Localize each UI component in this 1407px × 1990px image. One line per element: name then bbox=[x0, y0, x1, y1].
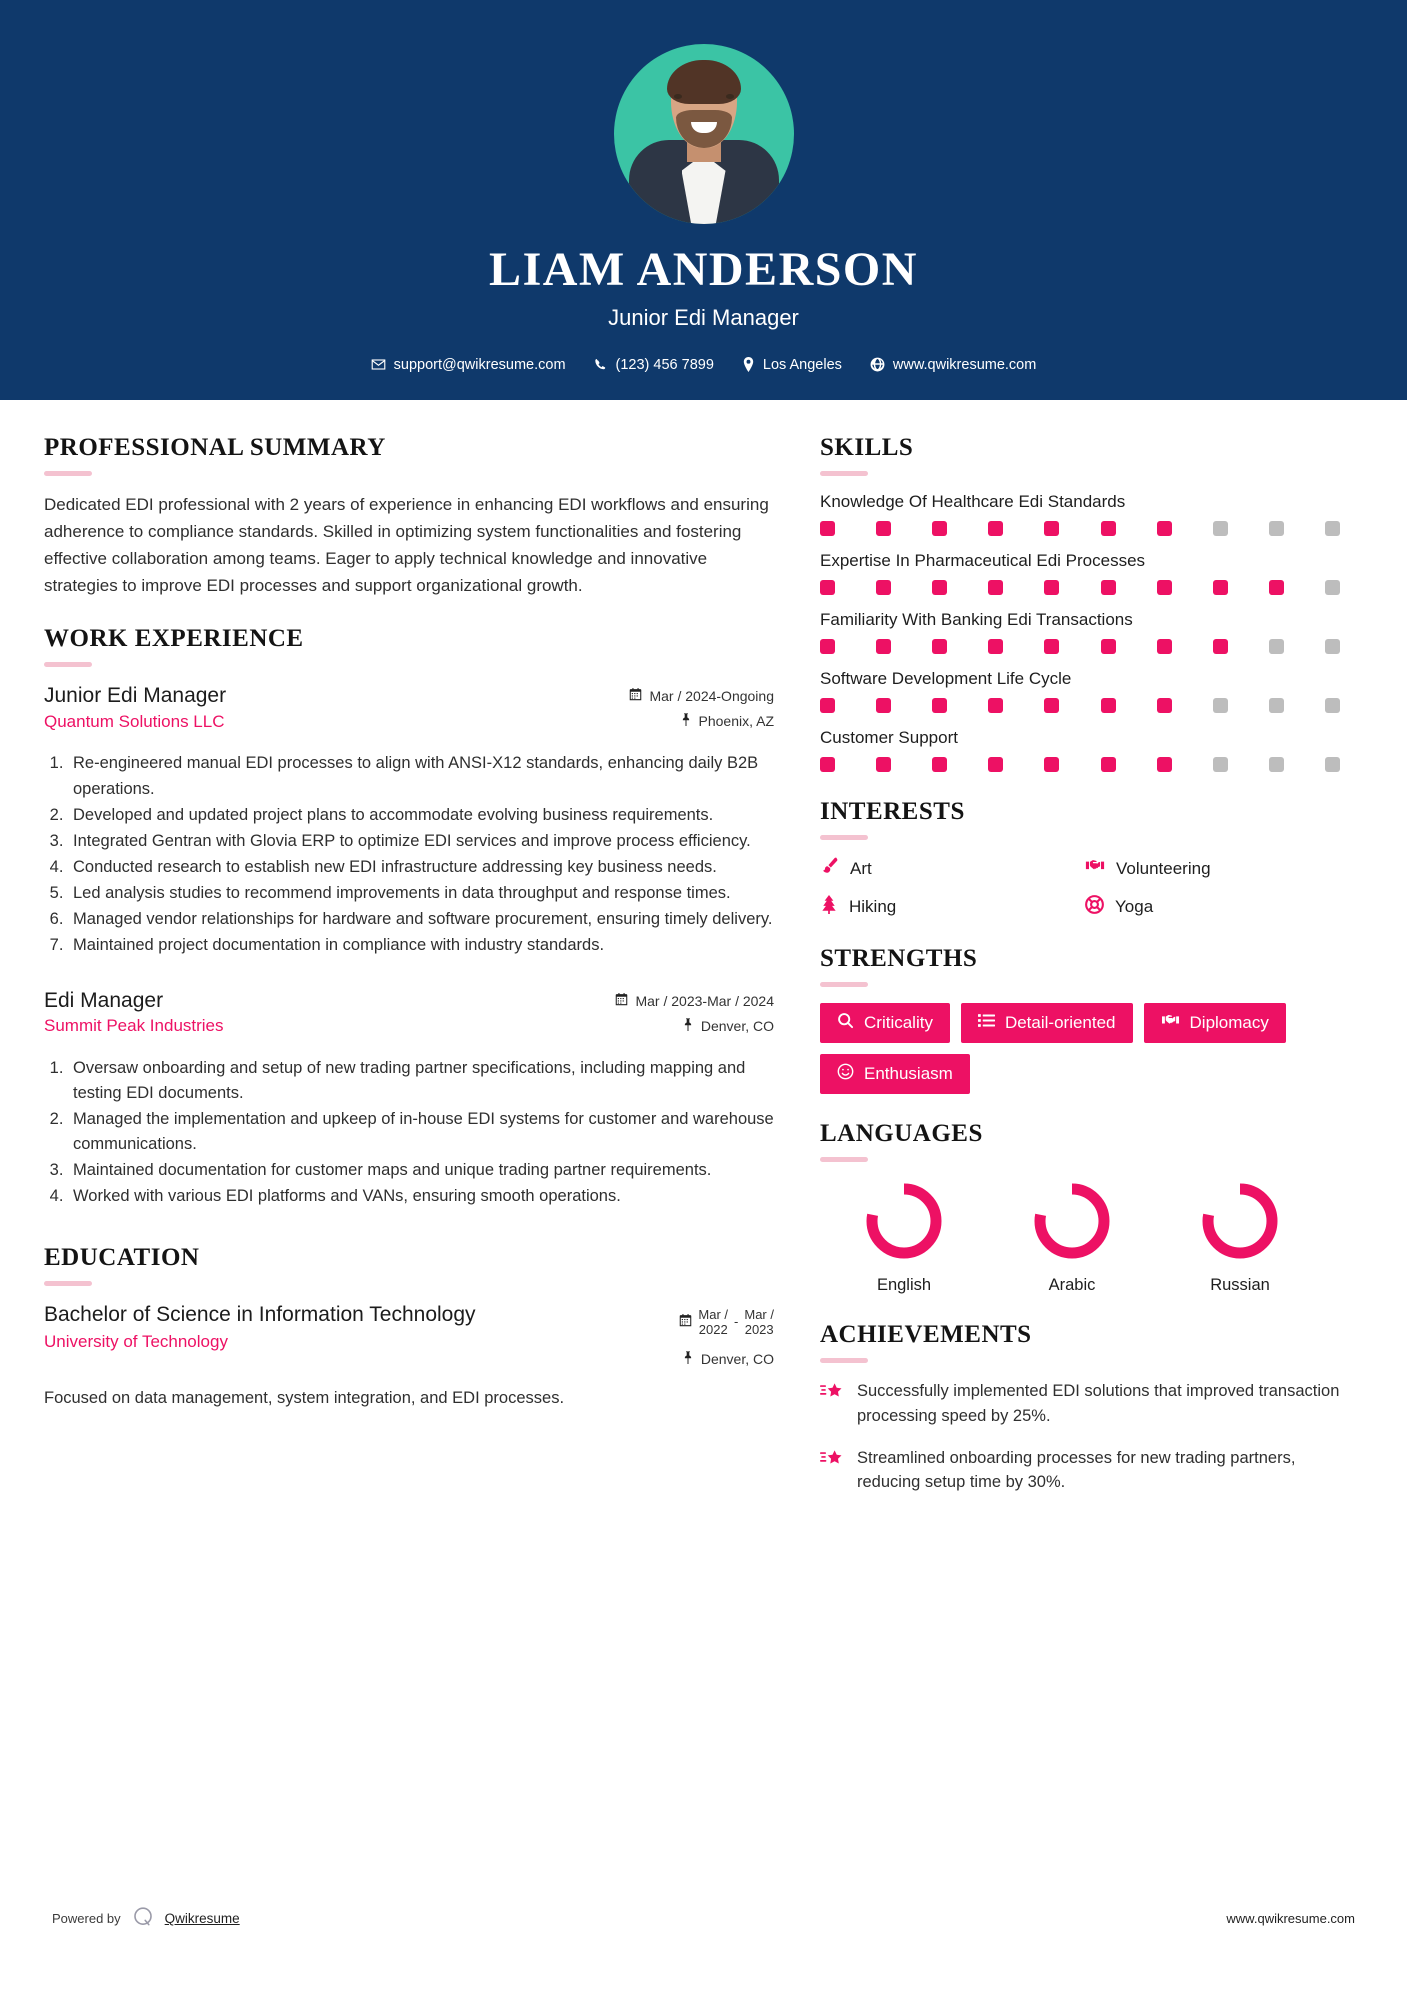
interest-item-volunteering bbox=[1085, 856, 1340, 881]
education-start bbox=[698, 1307, 728, 1338]
education-meta bbox=[679, 1302, 774, 1377]
section-rule bbox=[44, 471, 92, 476]
experience-location: Denver, CO bbox=[700, 1018, 774, 1035]
powered-by-label: Powered by bbox=[52, 1911, 121, 1926]
language-item-arabic bbox=[988, 1178, 1156, 1295]
section-rule bbox=[820, 471, 868, 476]
shooting-star-icon bbox=[820, 1449, 844, 1476]
skill-dot bbox=[1044, 580, 1059, 595]
section-rule bbox=[820, 835, 868, 840]
skill-rating bbox=[820, 698, 1340, 713]
experience-location-line bbox=[615, 1018, 774, 1034]
skill-dot bbox=[820, 757, 835, 772]
skill-dot bbox=[988, 580, 1003, 595]
summary-text: Dedicated EDI professional with 2 years of experience in enhancing EDI workflows and ensuring adherence to compliance standards. Skilled in optimizing system functionalities and fostering effective collaboration among teams. Eager to apply technical knowledge and innovative strategies to improve EDI processes and support organizational growth. bbox=[44, 495, 769, 595]
skill-dot bbox=[1044, 698, 1059, 713]
skill-rating bbox=[820, 639, 1340, 654]
contact-website-text: www.qwikresume.com bbox=[892, 356, 1037, 373]
section-title-strengths: STRENGTHS bbox=[820, 945, 978, 972]
skill-dot bbox=[1157, 639, 1172, 654]
experience-left bbox=[44, 988, 224, 1036]
skill-label: Knowledge Of Healthcare Edi Standards bbox=[820, 492, 1126, 511]
avatar bbox=[614, 44, 794, 224]
paintbrush-icon bbox=[820, 857, 839, 881]
education-institution: University of Technology bbox=[44, 1331, 228, 1351]
skill-dot bbox=[988, 757, 1003, 772]
section-title-achievements: ACHIEVEMENTS bbox=[820, 1321, 1032, 1348]
skill-dot bbox=[820, 639, 835, 654]
strength-tag-criticality[interactable] bbox=[820, 1003, 950, 1043]
education-start-year: 2022 bbox=[698, 1321, 728, 1337]
language-label: Arabic bbox=[1048, 1276, 1096, 1294]
skill-dot bbox=[1325, 757, 1340, 772]
achievement-text: Successfully implemented EDI solutions that improved transaction processing speed by 25%. bbox=[857, 1382, 1340, 1425]
section-title-experience: WORK EXPERIENCE bbox=[44, 625, 304, 653]
contact-email[interactable] bbox=[357, 357, 580, 373]
skill-rating bbox=[820, 757, 1340, 772]
language-list bbox=[820, 1178, 1340, 1295]
interest-grid bbox=[820, 856, 1340, 919]
skill-label: Expertise In Pharmaceutical Edi Processes bbox=[820, 551, 1146, 570]
section-rule bbox=[44, 1281, 92, 1286]
skill-dot bbox=[1101, 757, 1116, 772]
interest-label: Yoga bbox=[1115, 897, 1154, 916]
language-ring bbox=[1197, 1178, 1283, 1264]
experience-dates-line bbox=[615, 993, 774, 1009]
skill-dot bbox=[876, 639, 891, 654]
interest-label: Art bbox=[850, 858, 872, 878]
section-interests bbox=[820, 798, 1340, 919]
skill-dot bbox=[1213, 698, 1228, 713]
experience-dates: Mar / 2023-Mar / 2024 bbox=[635, 993, 774, 1010]
skill-label: Software Development Life Cycle bbox=[820, 669, 1072, 688]
interest-label: Hiking bbox=[849, 897, 897, 916]
list-icon bbox=[978, 1012, 995, 1034]
strength-label: Enthusiasm bbox=[864, 1064, 953, 1083]
avatar-eye-right bbox=[726, 94, 734, 99]
tree-icon bbox=[820, 895, 838, 919]
skill-dot bbox=[876, 698, 891, 713]
skill-dot bbox=[876, 521, 891, 536]
education-location: Denver, CO bbox=[700, 1351, 774, 1368]
resume-body bbox=[0, 400, 1407, 1521]
avatar-photo bbox=[614, 44, 794, 224]
experience-header bbox=[44, 988, 774, 1043]
lifering-icon bbox=[1085, 895, 1104, 919]
bullet-item: 2. Developed and updated project plans to accommodate evolving business requirements. bbox=[68, 803, 774, 828]
calendar-icon bbox=[615, 993, 628, 1009]
left-column bbox=[44, 434, 774, 1521]
globe-icon bbox=[870, 357, 885, 372]
education-description: Focused on data management, system integration, and EDI processes. bbox=[44, 1389, 565, 1408]
handshake-icon bbox=[1085, 856, 1105, 881]
magnifier-icon bbox=[837, 1012, 854, 1034]
avatar-eye-left bbox=[674, 94, 682, 99]
contact-location bbox=[728, 357, 856, 373]
skill-dot bbox=[988, 521, 1003, 536]
location-pin-icon bbox=[742, 357, 755, 372]
strength-list bbox=[820, 1003, 1340, 1094]
experience-dates: Mar / 2024-Ongoing bbox=[649, 688, 774, 705]
skill-dot bbox=[988, 639, 1003, 654]
pushpin-icon bbox=[682, 1018, 694, 1034]
section-rule bbox=[44, 662, 92, 667]
education-dates-line bbox=[679, 1307, 774, 1338]
strength-tag-detail-oriented[interactable] bbox=[961, 1003, 1133, 1043]
education-start-month: Mar / bbox=[698, 1306, 729, 1322]
right-column bbox=[820, 434, 1340, 1521]
skill-dot bbox=[1325, 698, 1340, 713]
education-end-month: Mar / bbox=[744, 1306, 774, 1322]
section-title-education: EDUCATION bbox=[44, 1243, 200, 1271]
experience-bullets bbox=[68, 751, 774, 958]
skill-dot bbox=[1213, 521, 1228, 536]
skill-dot bbox=[932, 698, 947, 713]
section-skills bbox=[820, 434, 1340, 772]
skill-dot bbox=[820, 521, 835, 536]
calendar-icon bbox=[679, 1314, 692, 1330]
interest-item-hiking bbox=[820, 895, 1075, 919]
phone-icon bbox=[594, 358, 608, 372]
skill-dot bbox=[820, 698, 835, 713]
strength-tag-enthusiasm[interactable] bbox=[820, 1054, 970, 1094]
skill-dot bbox=[1157, 521, 1172, 536]
skill-dot bbox=[932, 639, 947, 654]
skill-rating bbox=[820, 580, 1340, 595]
section-achievements bbox=[820, 1321, 1340, 1495]
section-work-experience bbox=[44, 625, 774, 1209]
bullet-item: 7. Maintained project documentation in compliance with industry standards. bbox=[68, 933, 774, 958]
skill-dot bbox=[1213, 639, 1228, 654]
experience-entry bbox=[44, 683, 774, 958]
qwikresume-logo-icon bbox=[131, 1905, 155, 1932]
page-footer bbox=[0, 1905, 1407, 1932]
skill-dot bbox=[932, 757, 947, 772]
experience-meta bbox=[629, 683, 774, 738]
skill-dot bbox=[1325, 580, 1340, 595]
skill-dot bbox=[1101, 521, 1116, 536]
interest-label: Volunteering bbox=[1116, 858, 1211, 878]
education-entry bbox=[44, 1302, 774, 1411]
skill-dot bbox=[932, 580, 947, 595]
skill-dot bbox=[1269, 639, 1284, 654]
contact-phone-text: (123) 456 7899 bbox=[615, 356, 714, 373]
section-professional-summary bbox=[44, 434, 774, 599]
experience-location: Phoenix, AZ bbox=[698, 713, 774, 730]
bullet-item: 1. Oversaw onboarding and setup of new trading partner specifications, including mapping and testing EDI documents. bbox=[68, 1056, 774, 1106]
bullet-item: 4. Worked with various EDI platforms and VANs, ensuring smooth operations. bbox=[68, 1184, 774, 1209]
experience-entry bbox=[44, 988, 774, 1209]
section-education bbox=[44, 1244, 774, 1411]
achievement-text: Streamlined onboarding processes for new trading partners, reducing setup time by 30%. bbox=[857, 1448, 1296, 1492]
skill-dot bbox=[1269, 698, 1284, 713]
language-label: Russian bbox=[1210, 1276, 1270, 1294]
skill-dot bbox=[820, 580, 835, 595]
education-degree: Bachelor of Science in Information Technology bbox=[44, 1302, 476, 1326]
bullet-item: 1. Re-engineered manual EDI processes to align with ANSI-X12 standards, enhancing daily B2B operations. bbox=[68, 751, 774, 801]
powered-by-block bbox=[52, 1905, 240, 1932]
skill-dot bbox=[1044, 757, 1059, 772]
education-date-separator: - bbox=[734, 1314, 739, 1330]
language-label: English bbox=[876, 1276, 932, 1294]
skill-dot bbox=[1101, 580, 1116, 595]
contact-phone[interactable] bbox=[580, 357, 728, 373]
skill-dot bbox=[1269, 580, 1284, 595]
education-location-line bbox=[679, 1351, 774, 1367]
experience-company: Quantum Solutions LLC bbox=[44, 711, 225, 731]
strength-label: Diplomacy bbox=[1189, 1013, 1269, 1032]
section-title-interests: INTERESTS bbox=[820, 798, 965, 825]
footer-url[interactable]: www.qwikresume.com bbox=[1226, 1911, 1355, 1926]
section-rule bbox=[820, 1358, 868, 1363]
experience-company: Summit Peak Industries bbox=[44, 1016, 224, 1036]
contact-email-text: support@qwikresume.com bbox=[393, 356, 566, 373]
skill-dot bbox=[1325, 639, 1340, 654]
experience-bullets bbox=[68, 1056, 774, 1209]
strength-tag-diplomacy[interactable] bbox=[1144, 1003, 1286, 1043]
section-languages bbox=[820, 1120, 1340, 1295]
skill-row bbox=[820, 728, 1340, 772]
skill-dot bbox=[1101, 698, 1116, 713]
skill-label: Familiarity With Banking Edi Transactions bbox=[820, 610, 1133, 629]
interest-item-yoga bbox=[1085, 895, 1340, 919]
education-left bbox=[44, 1302, 476, 1352]
section-title-summary: PROFESSIONAL SUMMARY bbox=[44, 434, 386, 461]
interest-item-art bbox=[820, 856, 1075, 881]
section-rule bbox=[820, 1157, 868, 1162]
language-ring bbox=[861, 1178, 947, 1264]
achievement-item bbox=[820, 1446, 1340, 1496]
skill-dot bbox=[988, 698, 1003, 713]
experience-role: Junior Edi Manager bbox=[44, 684, 227, 708]
bullet-item: 5. Led analysis studies to recommend improvements in data throughput and response times. bbox=[68, 881, 774, 906]
education-end bbox=[744, 1307, 774, 1338]
experience-role: Edi Manager bbox=[44, 989, 164, 1013]
experience-dates-line bbox=[629, 688, 774, 704]
skill-label: Customer Support bbox=[820, 728, 958, 747]
experience-header bbox=[44, 683, 774, 738]
resume-header bbox=[0, 0, 1407, 400]
handshake-icon bbox=[1161, 1012, 1180, 1034]
skill-dot bbox=[1044, 639, 1059, 654]
skill-dot bbox=[932, 521, 947, 536]
skill-dot bbox=[876, 757, 891, 772]
bullet-item: 3. Integrated Gentran with Glovia ERP to optimize EDI services and improve process efficiency. bbox=[68, 829, 774, 854]
section-title-languages: LANGUAGES bbox=[820, 1120, 983, 1147]
bullet-item: 3. Maintained documentation for customer maps and unique trading partner requirements. bbox=[68, 1158, 774, 1183]
skill-dot bbox=[1157, 698, 1172, 713]
pushpin-icon bbox=[682, 1351, 694, 1367]
qwikresume-link[interactable]: Qwikresume bbox=[164, 1911, 240, 1926]
skill-dot bbox=[1269, 521, 1284, 536]
skill-dot bbox=[1044, 521, 1059, 536]
education-header bbox=[44, 1302, 774, 1377]
language-item-russian bbox=[1156, 1178, 1324, 1295]
calendar-icon bbox=[629, 688, 642, 704]
skill-dot bbox=[1157, 580, 1172, 595]
section-rule bbox=[820, 982, 868, 987]
skill-dot bbox=[1269, 757, 1284, 772]
contact-location-text: Los Angeles bbox=[762, 356, 842, 373]
skill-dot bbox=[1157, 757, 1172, 772]
experience-meta bbox=[615, 988, 774, 1043]
skill-row bbox=[820, 492, 1340, 536]
smiley-icon bbox=[837, 1063, 854, 1085]
bullet-item: 2. Managed the implementation and upkeep of in-house EDI systems for customer and warehouse communications. bbox=[68, 1107, 774, 1157]
bullet-item: 6. Managed vendor relationships for hardware and software procurement, ensuring timely delivery. bbox=[68, 907, 774, 932]
skill-row bbox=[820, 610, 1340, 654]
section-strengths bbox=[820, 945, 1340, 1094]
language-ring bbox=[1029, 1178, 1115, 1264]
section-title-skills: SKILLS bbox=[820, 434, 914, 461]
skill-dot bbox=[1101, 639, 1116, 654]
skill-row bbox=[820, 551, 1340, 595]
skill-rating bbox=[820, 521, 1340, 536]
skill-row bbox=[820, 669, 1340, 713]
contact-website[interactable] bbox=[856, 357, 1050, 373]
candidate-name: LIAM ANDERSON bbox=[489, 243, 918, 296]
pushpin-icon bbox=[680, 713, 692, 729]
experience-left bbox=[44, 683, 226, 731]
achievement-item bbox=[820, 1379, 1340, 1429]
skill-dot bbox=[876, 580, 891, 595]
bullet-item: 4. Conducted research to establish new EDI infrastructure addressing key business needs. bbox=[68, 855, 774, 880]
education-end-year: 2023 bbox=[744, 1321, 774, 1337]
skill-dot bbox=[1325, 521, 1340, 536]
skill-dot bbox=[1213, 580, 1228, 595]
experience-location-line bbox=[629, 713, 774, 729]
contact-row bbox=[0, 357, 1407, 373]
envelope-icon bbox=[371, 357, 386, 372]
skill-dot bbox=[1213, 757, 1228, 772]
shooting-star-icon bbox=[820, 1382, 844, 1409]
strength-label: Criticality bbox=[864, 1013, 933, 1032]
strength-label: Detail-oriented bbox=[1004, 1013, 1116, 1032]
language-item-english bbox=[820, 1178, 988, 1295]
candidate-job-title: Junior Edi Manager bbox=[608, 304, 799, 330]
